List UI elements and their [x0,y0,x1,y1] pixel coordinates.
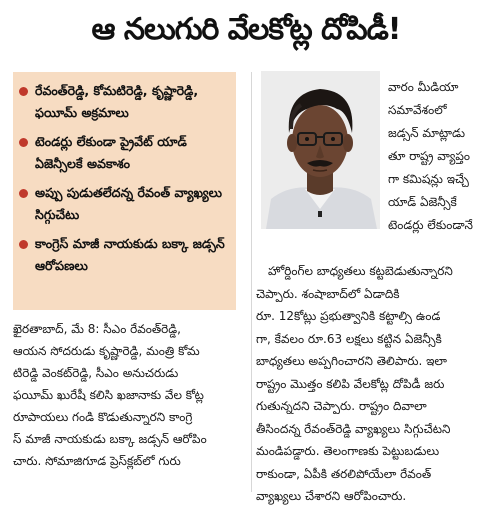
highlights-list [13,72,236,277]
highlights-box [13,72,236,310]
article-line: హోర్డింగ్‌ల బాధ్యతలు కట్టబెడుతున్నారని [268,264,453,278]
article-line: తూ రాష్ట్ర వ్యాప్తం [388,149,470,163]
article-line: టెండర్లు లేకుండానే [388,218,473,232]
article-line: ఆయన సోదరుడు కృష్ణారెడ్డి, మంత్రి కోమ [13,344,200,358]
article-line: చారు. సోమాజిగూడ ప్రెస్‌క్లబ్‌లో గురు [13,454,181,468]
article-column-left [13,318,251,472]
article-line: రూ. 12కోట్లు ప్రభుత్వానికి కట్టాల్సి ఉండ [256,309,441,323]
highlight-text: కాంగ్రెస్ మాజీ నాయకుడు బక్కా జడ్సన్ ఆరోపణలు [35,236,225,273]
article-line: బాధ్యతలు అప్పగించారని తెలిపారు. ఇలా [256,354,447,368]
bullet-icon [19,189,28,198]
person-portrait-icon [261,71,380,229]
highlight-text: టెండర్లు లేకుండా ప్రైవేట్ యాడ్ ఏజెన్సీలకే అవకాశం [35,134,187,171]
article-line: యాడ్ ఏజెన్సీకే [388,195,457,209]
article-line: టిరెడ్డి వెంకట్‌రెడ్డి, సీఎం అనుచరుడు [13,366,179,380]
highlight-item [19,131,232,175]
article-line: వ్యాఖ్యలు చేశారని ఆరోపించారు. [256,489,407,503]
highlight-item [19,233,232,277]
article-line: మండిపడ్డారు. తెలంగాణకు పెట్టుబడులు [256,444,440,458]
highlight-item [19,80,232,124]
article-line: ఫయీమ్ ఖురేషీ కలిసి ఖజానాకు వేల కోట్ల [13,388,204,402]
article-line: చెప్పారు. శంషాబాద్‌లో ఏడాదికి [256,286,400,301]
bullet-icon [19,138,28,147]
bullet-icon [19,87,28,96]
article-line: తీసిందన్న రేవంత్‌రెడ్డి వ్యాఖ్యలు సిగ్గుచేటని [256,421,451,436]
highlight-item [19,182,232,226]
article-line: రాకుండా, ఏపీకి తరలిపోయేలా రేవంత్ [256,466,432,481]
highlight-text: అప్పు పుడుతలేదన్న రేవంత్ వ్యాఖ్యలు సిగ్గుచేటు [35,185,222,222]
bullet-icon [19,240,28,249]
headline: ఆ నలుగురి వేలకోట్ల దోపిడీ! [91,12,401,47]
article-column-right [388,76,488,237]
article-line: గుతున్నదని చెప్పారు. రాష్ట్రం దివాలా [256,399,427,413]
article-line: స్ మాజీ నాయకుడు బక్కా జడ్సన్ ఆరోపిం [13,432,207,446]
highlight-text: రేవంత్‌రెడ్డి, కోమటిరెడ్డి, కృష్ణారెడ్డి, ఫయీమ్ అక్రమాలు [35,83,199,120]
column-divider [251,72,252,492]
article-line: గా, కేవలం రూ.63 లక్షలు కట్టిన ఏజెన్సీకి [256,331,442,346]
article-line: ఖైరతాబాద్, మే 8: సీఎం రేవంత్‌రెడ్డి, [13,322,181,336]
article-line: వారం మీడియా [388,80,459,94]
portrait-photo [261,71,380,229]
article-line: రూపాయలు గండి కొడుతున్నారని కాంగ్రె [13,410,193,424]
article-column-wide [256,260,488,508]
article-line: గా కమిషన్లు ఇచ్చే [388,172,469,186]
article-line: సమావేశంలో [388,103,447,117]
article-line: రాష్ట్రం మొత్తం కలిపి వేలకోట్ల దోపిడీ జరు [256,376,445,391]
article-line: జడ్సన్ మాట్లాడు [388,126,466,140]
